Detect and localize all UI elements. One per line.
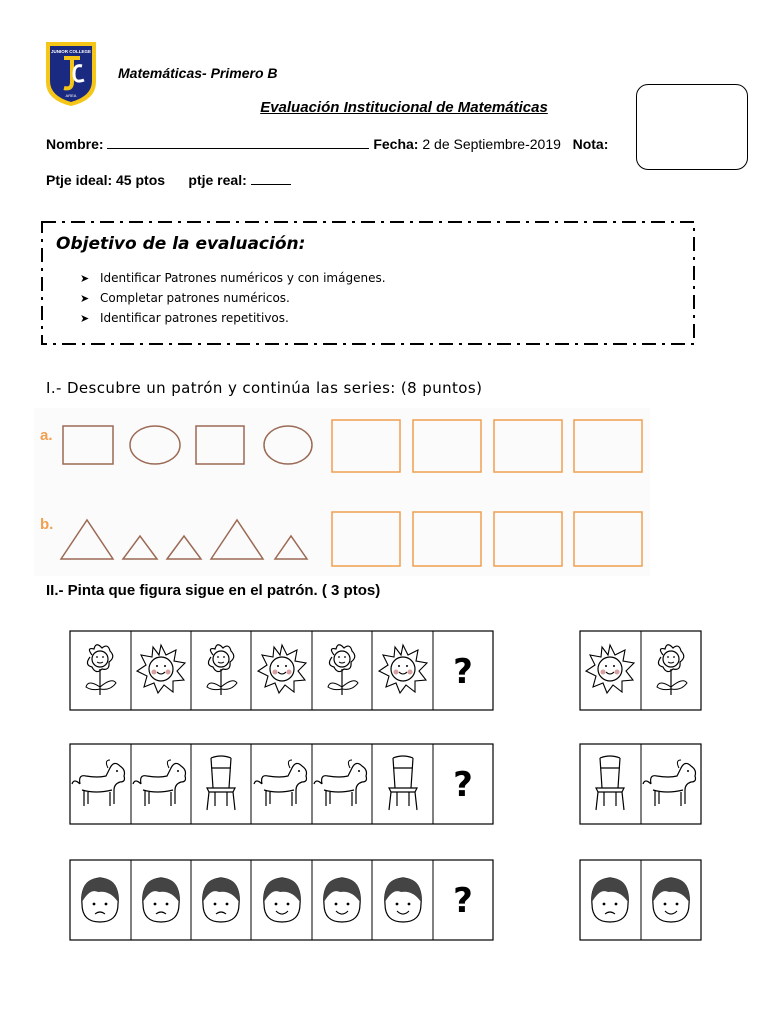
series-figure	[34, 408, 650, 576]
logo-text: JUNIOR COLLEGE	[50, 49, 92, 54]
pattern-row-3	[70, 860, 493, 940]
series-a-square	[63, 426, 113, 464]
sun-icon	[586, 645, 634, 693]
flower-icon	[657, 645, 687, 695]
objective-item: ➤ Identificar Patrones numéricos y con imágenes.	[80, 269, 386, 289]
school-logo	[44, 40, 98, 108]
ptje-real-field[interactable]	[251, 172, 291, 185]
series-a-circle	[130, 426, 180, 464]
series-b-letter: b.	[40, 516, 54, 533]
option-row-1[interactable]	[580, 631, 701, 710]
chair-icon	[207, 756, 235, 810]
flower-icon	[207, 645, 237, 695]
dog-icon	[254, 760, 307, 806]
series-b-answer-box	[332, 512, 400, 566]
sad-face-icon	[82, 878, 118, 922]
series-b-small-triangle	[123, 536, 157, 559]
flower-icon	[328, 645, 358, 695]
happy-face-icon	[324, 878, 360, 922]
logo-sub: AREA	[65, 93, 77, 98]
sun-icon	[379, 645, 427, 693]
series-a-answer-box	[574, 420, 642, 472]
objective-item: ➤ Identificar patrones repetitivos.	[80, 309, 386, 329]
objective-list	[80, 269, 386, 329]
series-b-answer-box	[574, 512, 642, 566]
question-mark: ?	[453, 652, 473, 692]
happy-face-icon	[264, 878, 300, 922]
series-a-answer-box	[332, 420, 400, 472]
objective-item: ➤ Completar patrones numéricos.	[80, 289, 386, 309]
series-a-circle	[264, 426, 312, 464]
score-row	[46, 172, 291, 188]
happy-face-icon	[653, 878, 689, 922]
option-row-3[interactable]	[580, 860, 701, 940]
dog-icon	[314, 760, 367, 806]
ptje-ideal: Ptje ideal: 45 ptos	[46, 172, 166, 188]
series-a-letter: a.	[40, 427, 53, 444]
section2-title: II.- Pinta que figura sigue en el patrón. ( 3 ptos)	[46, 582, 381, 599]
sad-face-icon	[143, 878, 179, 922]
nota-box[interactable]	[636, 84, 748, 170]
pattern-row-2	[70, 744, 493, 824]
pattern-grid	[60, 620, 710, 950]
option-row-2[interactable]	[580, 744, 701, 824]
flower-icon	[86, 645, 116, 695]
series-b-big-triangle	[211, 520, 263, 559]
sun-icon	[258, 645, 306, 693]
arrow-icon: ➤	[80, 312, 90, 325]
student-info-row	[46, 136, 608, 152]
fecha-label: Fecha:	[373, 136, 419, 152]
series-b-small-triangle	[275, 536, 307, 559]
fecha-value: 2 de Septiembre-2019	[422, 136, 561, 152]
pattern-row-1	[70, 631, 493, 710]
dog-icon	[643, 760, 696, 806]
happy-face-icon	[385, 878, 421, 922]
series-b-big-triangle	[61, 520, 113, 559]
page-title: Evaluación Institucional de Matemáticas	[260, 99, 548, 116]
subject-label: Matemáticas- Primero B	[118, 65, 278, 81]
series-b-small-triangle	[167, 536, 201, 559]
question-mark: ?	[453, 881, 473, 921]
series-a-answer-box	[413, 420, 481, 472]
objective-title: Objetivo de la evaluación:	[56, 234, 306, 254]
question-mark: ?	[453, 765, 473, 805]
series-b-answer-box	[413, 512, 481, 566]
ptje-real-label: ptje real:	[188, 172, 247, 188]
sad-face-icon	[592, 878, 628, 922]
nombre-field[interactable]	[107, 136, 369, 149]
arrow-icon: ➤	[80, 272, 90, 285]
chair-icon	[389, 756, 417, 810]
series-b-answer-box	[494, 512, 562, 566]
dog-icon	[72, 760, 125, 806]
series-a-answer-box	[494, 420, 562, 472]
nombre-label: Nombre:	[46, 136, 104, 152]
arrow-icon: ➤	[80, 292, 90, 305]
series-a-square	[196, 426, 244, 464]
sun-icon	[137, 645, 185, 693]
chair-icon	[596, 756, 624, 810]
nota-label: Nota:	[572, 136, 609, 152]
dog-icon	[133, 760, 186, 806]
section1-title: I.- Descubre un patrón y continúa las series: (8 puntos)	[46, 379, 483, 397]
sad-face-icon	[203, 878, 239, 922]
